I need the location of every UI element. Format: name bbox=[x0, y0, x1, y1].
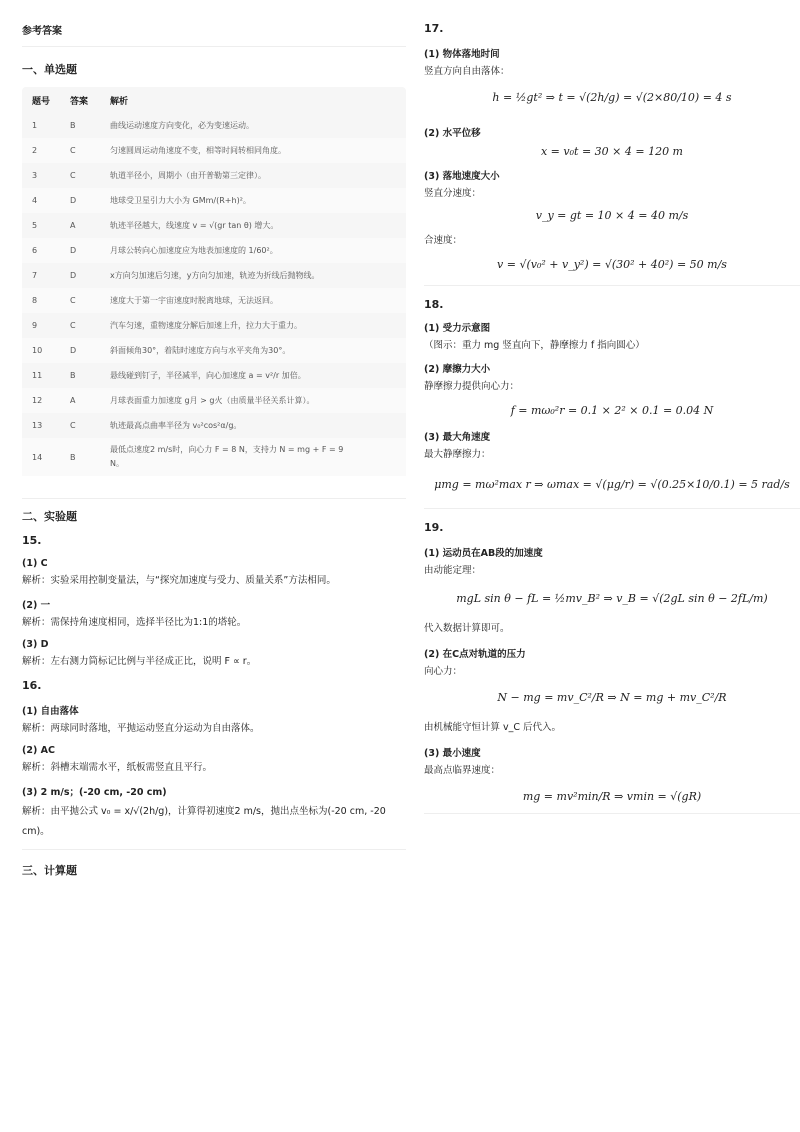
q18-part3-text: 最大静摩擦力： bbox=[424, 449, 491, 460]
q16-part2: (2) AC bbox=[22, 745, 55, 756]
cell-analysis: 曲线运动速度方向变化，必为变速运动。 bbox=[110, 121, 254, 130]
q15-part3: (3) D bbox=[22, 639, 49, 650]
cell-analysis: 月球表面重力加速度 g月 > g火（由质量半径关系计算）。 bbox=[100, 388, 406, 413]
table-row bbox=[22, 413, 406, 438]
section-title-experiment: 二、实验题 bbox=[22, 510, 77, 523]
cell-number: 7 bbox=[32, 271, 38, 280]
cell-answer: D bbox=[60, 188, 100, 213]
table-row bbox=[22, 138, 406, 163]
table-row bbox=[22, 263, 406, 288]
table-row bbox=[22, 363, 406, 388]
cell-analysis: 悬线碰到钉子，半径减半，向心加速度 a = v²/r 加倍。 bbox=[110, 371, 306, 380]
section-title-calculation: 三、计算题 bbox=[22, 864, 77, 877]
cell-number: 9 bbox=[32, 321, 38, 330]
q19-formula-normal: N − mg = mv_C²/R ⇒ N = mg + mv_C²/R bbox=[497, 691, 727, 704]
q15-part3-analysis: 解析：左右测力筒标记比例与半径成正比，说明 F ∝ r。 bbox=[22, 656, 257, 667]
q19-part2-text: 向心力： bbox=[424, 666, 463, 677]
q18-part1: (1) 受力示意图 bbox=[424, 323, 491, 334]
question-16-number: 16. bbox=[22, 679, 42, 692]
cell-answer: C bbox=[70, 171, 76, 180]
cell-number: 13 bbox=[32, 421, 43, 430]
q16-part3: (3) 2 m/s；(-20 cm, -20 cm) bbox=[22, 787, 167, 798]
table-row bbox=[22, 188, 406, 213]
q19-part1: (1) 运动员在AB段的加速度 bbox=[424, 548, 543, 559]
table-row bbox=[22, 163, 406, 188]
q17-part2: (2) 水平位移 bbox=[424, 128, 481, 139]
cell-analysis: 斜面倾角30°，着陆时速度方向与水平夹角为30°。 bbox=[100, 338, 406, 363]
cell-analysis: 地球受卫星引力大小为 GMm/(R+h)²。 bbox=[100, 188, 406, 213]
section-title-single-choice: 一、单选题 bbox=[22, 63, 77, 76]
q19-part2: (2) 在C点对轨道的压力 bbox=[424, 649, 526, 660]
q18-part3: (3) 最大角速度 bbox=[424, 432, 491, 443]
q18-formula-friction: f = mω₀²r = 0.1 × 2² × 0.1 = 0.04 N bbox=[510, 404, 714, 417]
q18-part2-text: 静摩擦力提供向心力： bbox=[424, 381, 520, 392]
question-18-number: 18. bbox=[424, 298, 444, 311]
q15-part2: (2) 一 bbox=[22, 600, 51, 611]
table-row bbox=[22, 238, 406, 263]
cell-analysis: 匀速圆周运动角速度不变，相等时间转相同角度。 bbox=[100, 138, 406, 163]
cell-answer: B bbox=[70, 371, 76, 380]
q19-part3: (3) 最小速度 bbox=[424, 748, 481, 759]
divider bbox=[424, 285, 800, 286]
q17-part3: (3) 落地速度大小 bbox=[424, 171, 500, 182]
table-row bbox=[22, 213, 406, 238]
q19-part1-text2: 代入数据计算即可。 bbox=[424, 623, 510, 634]
cell-analysis: 轨迹半径越大，线速度 v = √(gr tan θ) 增大。 bbox=[110, 221, 279, 230]
q16-part1-analysis: 解析：两球同时落地，平抛运动竖直分运动为自由落体。 bbox=[22, 723, 260, 734]
q17-formula-time: h = ½gt² ⇒ t = √(2h/g) = √(2×80/10) = 4 s bbox=[492, 91, 732, 104]
cell-number: 12 bbox=[22, 388, 60, 413]
divider bbox=[424, 813, 800, 814]
divider bbox=[22, 849, 406, 850]
divider bbox=[424, 508, 800, 509]
cell-analysis: x方向匀加速后匀速，y方向匀加速，轨迹为折线后抛物线。 bbox=[110, 271, 320, 280]
cell-number: 8 bbox=[22, 288, 60, 313]
q19-part2-text2: 由机械能守恒计算 v_C 后代入。 bbox=[424, 722, 562, 733]
q17-formula-displacement: x = v₀t = 30 × 4 = 120 m bbox=[540, 145, 683, 158]
cell-analysis: 最低点速度2 m/s时，向心力 F = 8 N，支持力 N = mg + F = 9 N。 bbox=[100, 438, 406, 476]
table-row bbox=[22, 113, 406, 138]
cell-number: 10 bbox=[22, 338, 60, 363]
cell-answer: A bbox=[60, 388, 100, 413]
cell-answer: D bbox=[60, 238, 100, 263]
cell-answer: A bbox=[70, 221, 76, 230]
q17-part1-text: 竖直方向自由落体： bbox=[424, 66, 510, 77]
left-column bbox=[22, 22, 406, 878]
question-15-number: 15. bbox=[22, 534, 42, 547]
cell-answer: C bbox=[60, 138, 100, 163]
cell-number: 14 bbox=[22, 438, 60, 476]
header-analysis: 解析 bbox=[110, 96, 129, 107]
cell-analysis: 轨道半径小，周期小（由开普勒第三定律）。 bbox=[110, 171, 266, 180]
q17-formula-v: v = √(v₀² + v_y²) = √(30² + 40²) = 50 m/s bbox=[497, 258, 727, 271]
table-row bbox=[22, 388, 406, 413]
q15-part2-analysis: 解析：需保持角速度相同，选择半径比为1:1的塔轮。 bbox=[22, 617, 247, 628]
cell-number: 2 bbox=[22, 138, 60, 163]
q16-part3-analysis: 解析：由平抛公式 v₀ = x/√(2h/g)，计算得初速度2 m/s，抛出点坐标为(-20 cm, -20 bbox=[22, 806, 386, 817]
divider bbox=[22, 46, 406, 47]
cell-analysis: 月球公转向心加速度应为地表加速度的 1/60²。 bbox=[100, 238, 406, 263]
q18-part1-text: （图示：重力 mg 竖直向下，静摩擦力 f 指向圆心） bbox=[424, 340, 645, 351]
divider bbox=[22, 498, 406, 499]
q18-formula-omega: μmg = mω²max r ⇒ ωmax = √(μg/r) = √(0.25×10/0.1) = 5 rad/s bbox=[434, 478, 790, 491]
table-row bbox=[22, 438, 406, 476]
cell-analysis: 速度大于第一宇宙速度时脱离地球，无法返回。 bbox=[100, 288, 406, 313]
table-row bbox=[22, 288, 406, 313]
q18-part2: (2) 摩擦力大小 bbox=[424, 364, 491, 375]
document-title: 参考答案 bbox=[22, 26, 62, 37]
table-row bbox=[22, 313, 406, 338]
cell-answer: B bbox=[70, 121, 76, 130]
q15-part1: (1) C bbox=[22, 558, 48, 569]
cell-number: 11 bbox=[32, 371, 43, 380]
cell-answer: C bbox=[70, 421, 76, 430]
cell-answer: C bbox=[60, 288, 100, 313]
table-header-row bbox=[22, 87, 406, 113]
cell-number: 6 bbox=[22, 238, 60, 263]
cell-number: 3 bbox=[32, 171, 38, 180]
cell-answer: C bbox=[70, 321, 76, 330]
q19-formula-vmin: mg = mv²min/R ⇒ vmin = √(gR) bbox=[522, 790, 702, 803]
header-number: 题号 bbox=[32, 96, 51, 107]
cell-analysis: 汽车匀速，重物速度分解后加速上升，拉力大于重力。 bbox=[110, 321, 302, 330]
cell-number: 5 bbox=[32, 221, 38, 230]
q19-part1-text: 由动能定理： bbox=[424, 565, 482, 576]
q19-formula-vb: mgL sin θ − fL = ½mv_B² ⇒ v_B = √(2gL sin θ − 2fL/m) bbox=[456, 592, 768, 605]
cell-number: 4 bbox=[22, 188, 60, 213]
cell-number: 1 bbox=[32, 121, 38, 130]
q16-part1: (1) 自由落体 bbox=[22, 706, 79, 717]
q16-part2-analysis: 解析：斜槽末端需水平，纸板需竖直且平行。 bbox=[22, 762, 213, 773]
q17-part3-text: 竖直分速度： bbox=[424, 188, 482, 199]
q17-formula-vy: v_y = gt = 10 × 4 = 40 m/s bbox=[535, 209, 689, 222]
cell-answer: D bbox=[60, 338, 100, 363]
cell-analysis: 轨迹最高点曲率半径为 v₀²cos²α/g。 bbox=[110, 421, 242, 430]
q16-part3-analysis-cont: cm)。 bbox=[22, 826, 50, 837]
table-row bbox=[22, 338, 406, 363]
q19-part3-text: 最高点临界速度： bbox=[424, 765, 501, 776]
q17-part3-text2: 合速度： bbox=[424, 235, 463, 246]
header-answer: 答案 bbox=[70, 96, 89, 107]
cell-answer: B bbox=[60, 438, 100, 476]
answer-table bbox=[22, 87, 406, 476]
question-17-number: 17. bbox=[424, 22, 444, 35]
q17-part1: (1) 物体落地时间 bbox=[424, 49, 500, 60]
cell-answer: D bbox=[70, 271, 77, 280]
right-column bbox=[424, 22, 800, 814]
q15-part1-analysis: 解析：实验采用控制变量法，与“探究加速度与受力、质量关系”方法相同。 bbox=[22, 575, 336, 586]
question-19-number: 19. bbox=[424, 521, 444, 534]
